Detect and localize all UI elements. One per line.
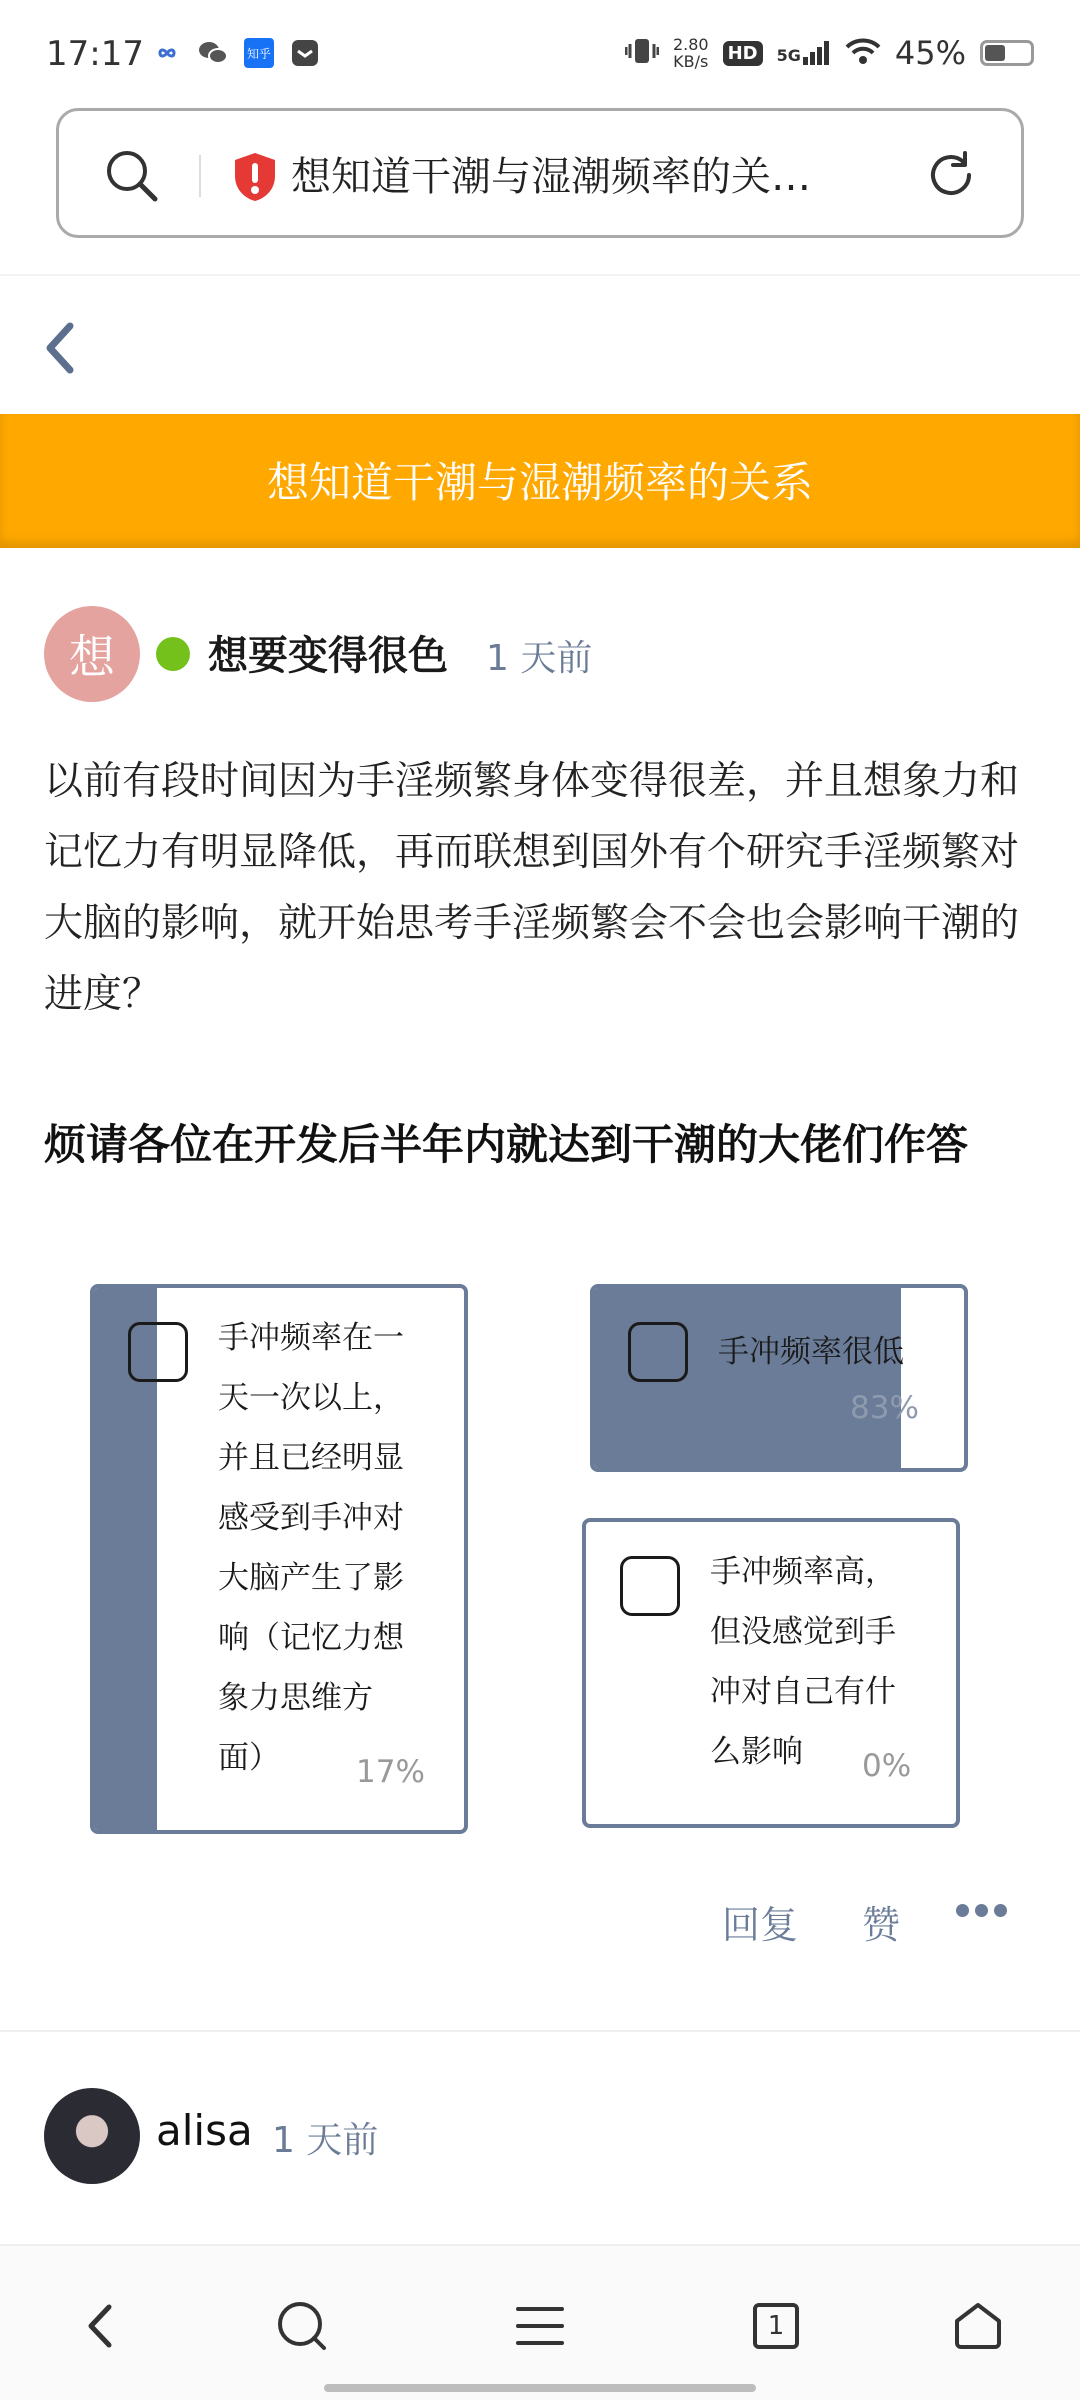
notification-icons (152, 38, 320, 68)
battery-icon (980, 40, 1034, 66)
home-icon[interactable] (948, 2296, 1008, 2356)
poll-option-3[interactable] (582, 1518, 960, 1828)
post-time: 1 天前 (486, 638, 593, 679)
reply-button[interactable]: 回复 (722, 1903, 799, 1947)
poll-option-1[interactable] (90, 1284, 468, 1834)
back-nav-button[interactable] (70, 2296, 130, 2356)
net-speed-value: 2.80 (672, 35, 709, 54)
avatar[interactable] (44, 2088, 140, 2184)
post-body: 以前有段时间因为手淫频繁身体变得很差，并且想象力和记忆力有明显降低，再而联想到国外有个研究手淫频繁对大脑的影响，就开始思考手淫频繁会不会也会影响干潮的进度？ (44, 759, 1020, 1017)
topic-banner (0, 414, 1080, 548)
poll-checkbox-1[interactable] (128, 1322, 188, 1382)
shield-warning-icon[interactable] (231, 151, 279, 207)
reply-time: 1 天前 (272, 2120, 379, 2161)
poll-label-2: 手冲频率很低 (718, 1334, 904, 1370)
signal-icon (777, 41, 831, 65)
infinity-icon (152, 38, 182, 68)
vibrate-icon (625, 36, 659, 70)
address-divider (199, 155, 201, 197)
like-button[interactable]: 赞 (862, 1903, 901, 1947)
poll-label-3: 手冲频率高，但没感觉到手冲对自己有什么影响 (710, 1554, 896, 1770)
back-icon[interactable] (40, 318, 80, 382)
address-title[interactable]: 想知道干潮与湿潮频率的关… (291, 154, 811, 200)
browser-bottom-nav (0, 2244, 1080, 2400)
status-time: 17:17 (46, 34, 144, 74)
post-question: 烦请各位在开发后半年内就达到干潮的大佬们作答 (44, 1120, 969, 1169)
search-icon[interactable] (103, 147, 161, 209)
zhihu-icon: 知乎 (244, 38, 274, 68)
inbox-icon (290, 38, 320, 68)
address-bar[interactable] (56, 108, 1024, 238)
author-name[interactable]: 想要变得很色 (208, 633, 448, 679)
net-speed (673, 36, 709, 70)
poll-percent-2: 83% (850, 1390, 919, 1426)
wechat-icon (198, 38, 228, 68)
poll-checkbox-3[interactable] (620, 1556, 680, 1616)
battery-percent: 45% (894, 34, 966, 72)
avatar[interactable]: 想 (44, 606, 140, 702)
search-nav-button[interactable] (272, 2296, 332, 2356)
banner-title: 想知道干潮与湿潮频率的关系 (266, 458, 813, 507)
tab-count: 1 (753, 2303, 799, 2349)
poll-option-2[interactable] (590, 1284, 968, 1472)
status-right (625, 34, 1034, 72)
divider (0, 2030, 1080, 2032)
home-indicator[interactable] (324, 2384, 756, 2392)
page-nav-bar (0, 276, 1080, 414)
more-options-icon[interactable] (956, 1904, 1007, 1917)
status-bar (0, 0, 1080, 110)
reply-author-name[interactable]: alisa (156, 2106, 253, 2155)
tabs-button[interactable] (746, 2296, 806, 2356)
poll-label-1: 手冲频率在一天一次以上，并且已经明显感受到手冲对大脑产生了影响（记忆力想象力思维方面） (218, 1320, 404, 1776)
menu-icon[interactable] (510, 2296, 570, 2356)
wifi-icon (845, 37, 881, 69)
poll-percent-1: 17% (356, 1754, 425, 1790)
network-type: 5G (776, 46, 801, 65)
reload-icon[interactable] (921, 145, 981, 209)
poll-checkbox-2[interactable] (628, 1322, 688, 1382)
hd-badge: HD (723, 41, 763, 66)
online-status-dot (156, 637, 190, 671)
net-speed-unit: KB/s (673, 52, 709, 71)
poll-percent-3: 0% (862, 1748, 912, 1784)
